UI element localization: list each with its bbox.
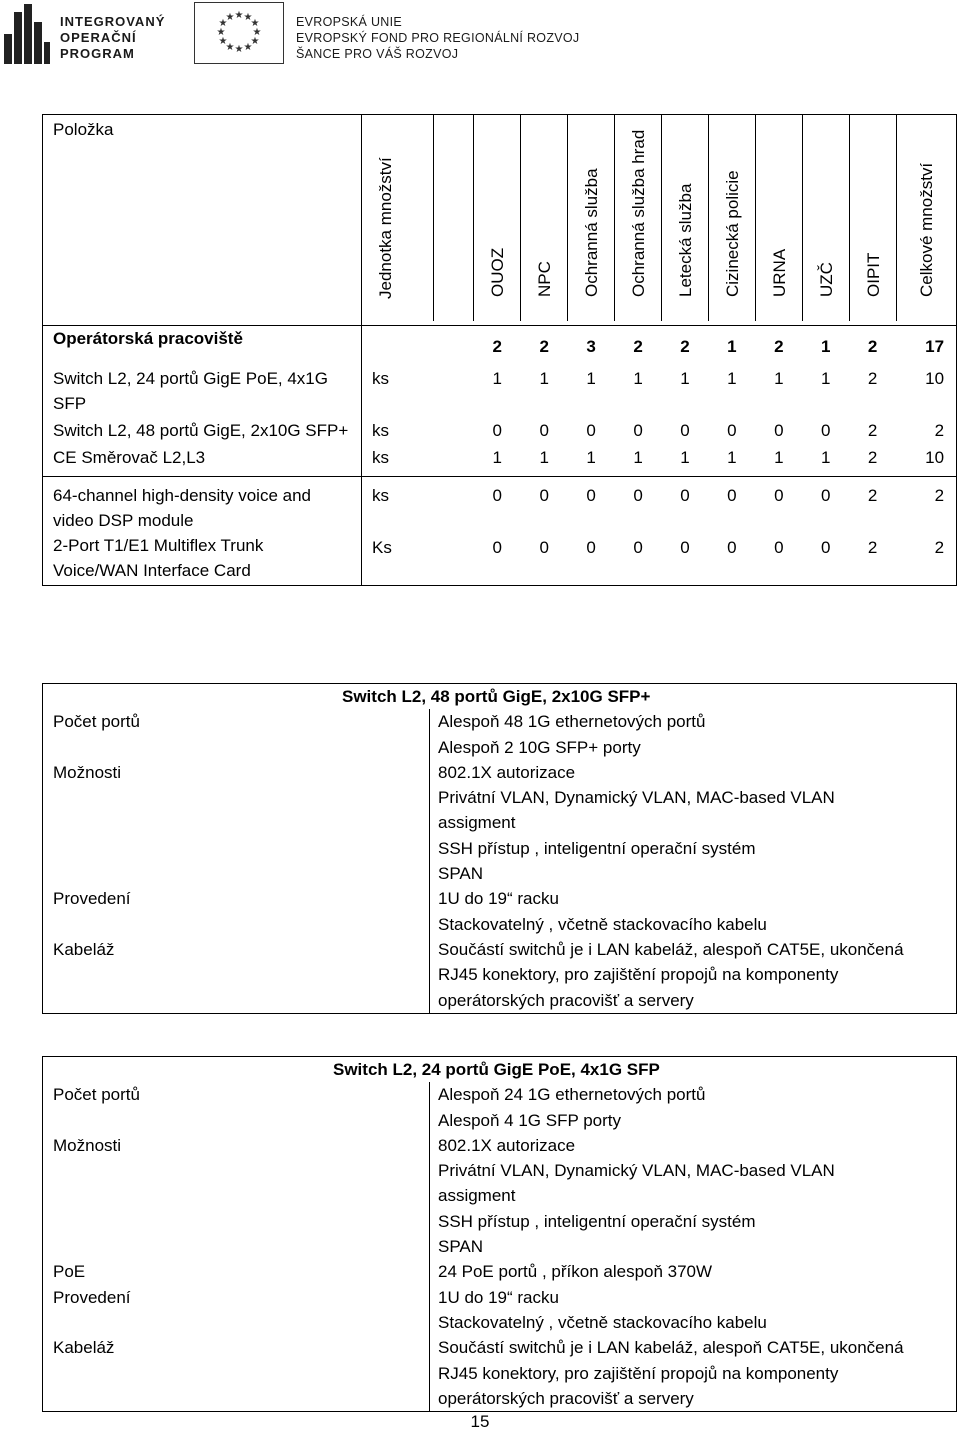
col-header: Celkové množství — [917, 162, 937, 297]
spec-line: Alespoň 24 1G ethernetových portů — [438, 1085, 706, 1105]
row-label: Switch L2, 24 portů GigE PoE, 4x1G SFP — [43, 360, 362, 418]
summary-value: 2 — [633, 337, 643, 356]
row-value: 1 — [492, 369, 503, 388]
row-value: 10 — [925, 369, 945, 388]
spec-title: Switch L2, 24 portů GigE PoE, 4x1G SFP — [43, 1057, 957, 1083]
summary-value: 1 — [821, 337, 831, 356]
row-value: 0 — [774, 486, 784, 505]
row-value: 0 — [586, 486, 596, 505]
spec-line: SSH přístup , inteligentní operační systém — [438, 838, 756, 858]
row-unit: ks — [372, 421, 389, 440]
eu-line-3: ŠANCE PRO VÁŠ ROZVOJ — [296, 47, 459, 61]
iop-line-3: PROGRAM — [60, 46, 135, 61]
spec-key: Počet portů — [43, 709, 430, 760]
row-value: 1 — [680, 448, 690, 467]
col-header: OIPIT — [864, 252, 884, 297]
table-row — [43, 533, 957, 586]
eu-line-1: EVROPSKÁ UNIE — [296, 15, 403, 29]
spec-row — [43, 760, 957, 886]
spec-key: Možnosti — [43, 760, 430, 886]
row-value: 0 — [633, 421, 643, 440]
summary-value: 2 — [680, 337, 690, 356]
col-header: NPC — [534, 261, 554, 297]
spec-key: Kabeláž — [43, 1335, 430, 1411]
iop-line-2: OPERAČNÍ — [60, 30, 137, 45]
svg-text:★: ★ — [216, 27, 226, 38]
spec-table-48port — [42, 683, 957, 1014]
spec-row — [43, 1335, 957, 1411]
svg-text:★: ★ — [250, 18, 260, 29]
table-row — [43, 360, 957, 418]
iop-logo-mark — [4, 4, 50, 64]
spec-line: SPAN — [438, 864, 484, 884]
quantity-table — [42, 114, 957, 586]
spec-line: SPAN — [438, 1237, 484, 1257]
row-label: CE Směrovač L2,L3 — [43, 445, 362, 477]
summary-value: 2 — [867, 337, 878, 356]
table-row — [43, 477, 957, 534]
row-value: 2 — [867, 421, 878, 440]
corner-label: Položka — [43, 115, 362, 326]
spec-line: 802.1X autorizace — [438, 1135, 576, 1155]
summary-value: 17 — [925, 337, 945, 356]
spec-line: 802.1X autorizace — [438, 762, 576, 782]
row-value: 0 — [586, 421, 596, 440]
row-value: 0 — [633, 486, 643, 505]
row-value: 0 — [774, 421, 784, 440]
svg-text:★: ★ — [234, 44, 244, 55]
spec-line: assigment — [438, 1186, 516, 1206]
header-cell — [362, 115, 957, 326]
col-header: UZČ — [817, 262, 837, 297]
iop-logo-text — [60, 14, 165, 62]
spec-title: Switch L2, 48 portů GigE, 2x10G SFP+ — [43, 684, 957, 710]
eu-line-2: EVROPSKÝ FOND PRO REGIONÁLNÍ ROZVOJ — [296, 31, 580, 45]
row-value: 2 — [867, 448, 878, 467]
spec-line: Alespoň 48 1G ethernetových portů — [438, 712, 706, 732]
spec-line: assigment — [438, 813, 516, 833]
row-values — [362, 360, 957, 418]
spec-line: 1U do 19“ racku — [438, 889, 559, 909]
spec-line: RJ45 konektory, pro zajištění propojů na komponenty — [438, 1363, 839, 1383]
row-value: 0 — [492, 486, 503, 505]
row-value: 1 — [774, 448, 784, 467]
spec-table-24port — [42, 1056, 957, 1412]
row-value: 0 — [821, 421, 831, 440]
spec-line: 1U do 19“ racku — [438, 1287, 559, 1307]
summary-value: 2 — [492, 337, 503, 356]
row-value: 1 — [821, 448, 831, 467]
row-value: 2 — [934, 486, 945, 505]
row-unit: ks — [372, 486, 389, 505]
svg-text:★: ★ — [243, 12, 253, 23]
row-value: 0 — [539, 486, 549, 505]
row-value: 0 — [680, 538, 690, 557]
spec-line: Privátní VLAN, Dynamický VLAN, MAC-based VLAN — [438, 1161, 835, 1181]
svg-text:★: ★ — [218, 18, 228, 29]
row-value: 0 — [539, 421, 549, 440]
row-value: 1 — [539, 369, 549, 388]
row-value: 0 — [727, 538, 737, 557]
svg-text:★: ★ — [234, 10, 244, 21]
row-value: 0 — [586, 538, 596, 557]
row-value: 2 — [934, 538, 945, 557]
spec-line: Privátní VLAN, Dynamický VLAN, MAC-based VLAN — [438, 788, 835, 808]
spec-row — [43, 1259, 957, 1284]
row-unit: ks — [372, 369, 389, 388]
row-value: 1 — [633, 369, 643, 388]
summary-label: Operátorská pracoviště — [43, 326, 362, 361]
spec-key: Provedení — [43, 1285, 430, 1336]
spec-line: RJ45 konektory, pro zajištění propojů na komponenty — [438, 965, 839, 985]
summary-row — [43, 326, 957, 361]
summary-value: 2 — [539, 337, 549, 356]
row-values — [362, 533, 957, 586]
table-row — [43, 418, 957, 445]
row-values — [362, 477, 957, 534]
col-header: Ochranná služba — [581, 168, 601, 297]
row-value: 0 — [727, 486, 737, 505]
row-value: 1 — [586, 448, 596, 467]
svg-text:★: ★ — [225, 42, 235, 53]
summary-value: 3 — [586, 337, 596, 356]
row-value: 1 — [727, 369, 737, 388]
row-value: 1 — [633, 448, 643, 467]
row-value: 0 — [774, 538, 784, 557]
row-value: 1 — [539, 448, 549, 467]
summary-values — [362, 326, 957, 361]
row-value: 0 — [821, 486, 831, 505]
row-value: 10 — [925, 448, 945, 467]
row-value: 1 — [727, 448, 737, 467]
spec-line: SSH přístup , inteligentní operační systém — [438, 1211, 756, 1231]
spec-row — [43, 1082, 957, 1133]
row-value: 2 — [867, 538, 878, 557]
row-unit: ks — [372, 448, 389, 467]
spec-key: Provedení — [43, 886, 430, 937]
spec-line: Stackovatelný , včetně stackovacího kabelu — [438, 914, 767, 934]
row-value: 2 — [867, 486, 878, 505]
svg-text:★: ★ — [225, 12, 235, 23]
spec-line: Alespoň 2 10G SFP+ porty — [438, 737, 641, 757]
spec-line: operátorských pracovišť a servery — [438, 990, 694, 1010]
spec-key: Počet portů — [43, 1082, 430, 1133]
row-value: 1 — [492, 448, 503, 467]
spec-line: operátorských pracovišť a servery — [438, 1388, 694, 1408]
svg-text:★: ★ — [243, 42, 253, 53]
spec-key: PoE — [43, 1259, 430, 1284]
row-values — [362, 445, 957, 477]
spec-line: Stackovatelný , včetně stackovacího kabelu — [438, 1312, 767, 1332]
row-value: 1 — [586, 369, 596, 388]
col-header: Cizinecká policie — [722, 170, 742, 297]
col-header: OUOZ — [487, 247, 507, 297]
row-value: 2 — [934, 421, 945, 440]
svg-text:★: ★ — [250, 36, 260, 47]
spec-row — [43, 1285, 957, 1336]
row-label: 2-Port T1/E1 Multiflex Trunk Voice/WAN Interface Card — [43, 533, 362, 586]
row-unit: Ks — [372, 538, 392, 557]
spec-line: Alespoň 4 1G SFP porty — [438, 1110, 622, 1130]
eu-logo-text — [296, 14, 579, 62]
spec-row — [43, 709, 957, 760]
page-number: 15 — [470, 1412, 490, 1431]
spec-line: Součástí switchů je i LAN kabeláž, alespoň CAT5E, ukončená — [438, 1338, 904, 1358]
row-label: 64-channel high-density voice and video DSP module — [43, 477, 362, 534]
svg-text:★: ★ — [252, 27, 262, 38]
col-unit — [362, 115, 434, 321]
col-header: Ochranná služba hrad — [628, 129, 648, 297]
summary-value: 1 — [727, 337, 737, 356]
spec-row — [43, 937, 957, 1013]
col-header: Letecká služba — [675, 183, 695, 297]
iop-line-1: INTEGROVANÝ — [60, 14, 166, 29]
row-value: 0 — [492, 421, 503, 440]
spec-row — [43, 1133, 957, 1259]
spec-line: Součástí switchů je i LAN kabeláž, alespoň CAT5E, ukončená — [438, 939, 904, 959]
row-value: 1 — [821, 369, 831, 388]
col-header: URNA — [770, 248, 790, 297]
row-value: 0 — [633, 538, 643, 557]
row-value: 0 — [821, 538, 831, 557]
row-value: 0 — [539, 538, 549, 557]
row-values — [362, 418, 957, 445]
spec-key: Kabeláž — [43, 937, 430, 1013]
row-value: 0 — [680, 421, 690, 440]
table-row — [43, 445, 957, 477]
spec-row — [43, 886, 957, 937]
row-label: Switch L2, 48 portů GigE, 2x10G SFP+ — [43, 418, 362, 445]
summary-value: 2 — [774, 337, 784, 356]
eu-flag-icon — [194, 2, 284, 64]
row-value: 1 — [774, 369, 784, 388]
spec-key: Možnosti — [43, 1133, 430, 1259]
row-value: 0 — [492, 538, 503, 557]
svg-text:★: ★ — [218, 36, 228, 47]
header-row — [43, 115, 957, 326]
row-value: 0 — [727, 421, 737, 440]
row-value: 0 — [680, 486, 690, 505]
row-value: 2 — [867, 369, 878, 388]
col-header: Jednotka množství — [376, 157, 395, 299]
row-value: 1 — [680, 369, 690, 388]
spec-line: 24 PoE portů , příkon alespoň 370W — [438, 1262, 713, 1282]
